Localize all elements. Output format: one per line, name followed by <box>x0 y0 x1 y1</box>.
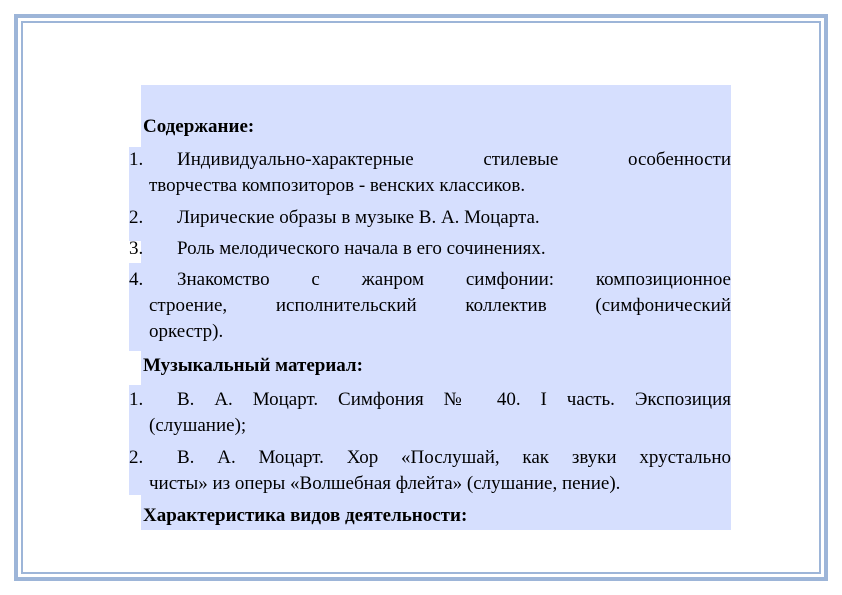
content-item-4-number: 4. <box>129 269 144 290</box>
material-item-2-line2: чисты» из оперы «Волшебная флейта» (слушание, пение). <box>149 473 621 494</box>
content-item-2-line1: Лирические образы в музыке В. А. Моцарта. <box>177 207 540 228</box>
content-item-4-line1: Знакомство с жанром симфонии: композиционное <box>177 269 731 290</box>
content-item-1-line2: творчества композиторов - венских классиков. <box>149 175 526 196</box>
material-item-2-line1: В. А. Моцарт. Хор «Послушай, как звуки хрустально <box>177 447 731 468</box>
material-item-1-line2: (слушание); <box>149 415 247 436</box>
heading-material: Музыкальный материал: <box>143 355 363 376</box>
material-item-1-number: 1. <box>129 389 144 410</box>
content-block <box>129 85 731 530</box>
content-item-4-line3: оркестр). <box>149 321 224 342</box>
content-item-3-number: 3. <box>129 238 144 259</box>
content-item-1-line1: Индивидуально-характерные стилевые особенности <box>177 149 731 170</box>
content-item-4-line2: строение, исполнительский коллектив (симфонический <box>149 295 731 316</box>
heading-activities: Характеристика видов деятельности: <box>143 505 468 526</box>
heading-content: Содержание: <box>143 116 255 137</box>
content-item-2-number: 2. <box>129 207 144 228</box>
material-item-2-number: 2. <box>129 447 144 468</box>
material-item-1-line1: В. А. Моцарт. Симфония № 40. I часть. Экспозиция <box>177 389 731 410</box>
content-item-1-number: 1. <box>129 149 144 170</box>
content-item-3-line1: Роль мелодического начала в его сочинениях. <box>177 238 546 259</box>
